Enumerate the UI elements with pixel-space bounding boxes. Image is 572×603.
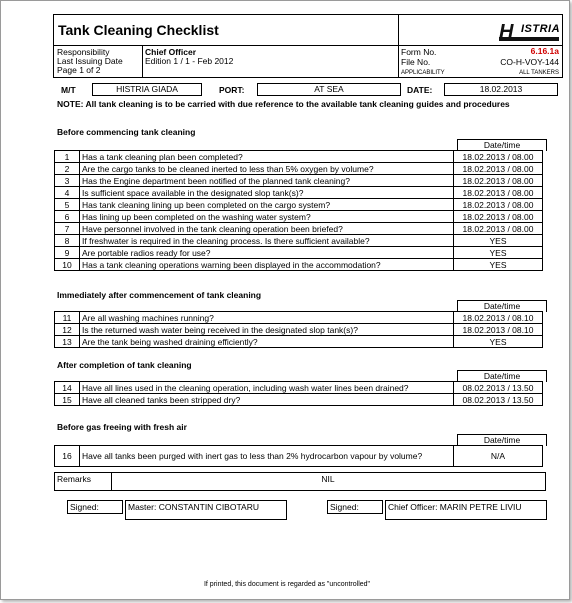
datetime-cell: 08.02.2013 / 13.50: [454, 394, 543, 406]
item-number: 1: [55, 151, 80, 163]
item-number: 8: [55, 235, 80, 247]
checklist-question: Has lining up been completed on the washing water system?: [80, 211, 454, 223]
table-row: [55, 163, 543, 175]
table-row: [55, 394, 543, 406]
file-no-label: File No.: [401, 57, 431, 67]
datetime-cell: 18.02.2013 / 08.00: [454, 163, 543, 175]
table-row: [55, 336, 543, 348]
table-row: [55, 446, 543, 467]
datetime-cell: N/A: [454, 446, 543, 467]
table-row: [55, 324, 543, 336]
table-row: [55, 382, 543, 394]
chief-officer-signature-field: Chief Officer: MARIN PETRE LIVIU: [385, 500, 547, 520]
checklist-question: Has a tank cleaning operations warning been displayed in the accommodation?: [80, 259, 454, 271]
table-row: [55, 187, 543, 199]
table-row: [55, 312, 543, 324]
vessel-name-field: HISTRIA GIADA: [92, 83, 202, 96]
item-number: 14: [55, 382, 80, 394]
file-no-value: CO-H-VOY-144: [500, 57, 559, 67]
checklist-question: Are the cargo tanks to be cleaned inerted to less than 5% oxygen by volume?: [80, 163, 454, 175]
datetime-cell: 18.02.2013 / 08.00: [454, 187, 543, 199]
mt-label: M/T: [61, 85, 76, 95]
datetime-cell: 18.02.2013 / 08.00: [454, 199, 543, 211]
item-number: 5: [55, 199, 80, 211]
footer-note: If printed, this document is regarded as "uncontrolled": [203, 581, 371, 588]
responsibility-value: Chief Officer: [145, 47, 197, 57]
checklist-table: [54, 445, 543, 467]
date-label: DATE:: [407, 85, 433, 95]
table-row: [55, 151, 543, 163]
section-title: Before commencing tank cleaning: [57, 127, 196, 137]
master-signature-field: Master: CONSTANTIN CIBOTARU: [125, 500, 287, 520]
checklist-question: Has tank cleaning lining up been completed on the cargo system?: [80, 199, 454, 211]
datetime-cell: 18.02.2013 / 08.00: [454, 175, 543, 187]
page-number: Page 1 of 2: [57, 65, 101, 75]
note-text: NOTE: All tank cleaning is to be carried with due reference to the available tank cleaning guides and procedures: [57, 99, 510, 109]
remarks-box: [54, 472, 546, 491]
checklist-question: Are all washing machines running?: [80, 312, 454, 324]
checklist-table: [54, 381, 543, 406]
applicability-value: ALL TANKERS: [519, 70, 559, 76]
datetime-cell: YES: [454, 247, 543, 259]
date-field: 18.02.2013: [444, 83, 558, 96]
item-number: 6: [55, 211, 80, 223]
histria-logo: H ISTRIA: [499, 21, 561, 43]
item-number: 11: [55, 312, 80, 324]
checklist-question: If freshwater is required in the cleaning process. Is there sufficient available?: [80, 235, 454, 247]
responsibility-label: Responsibility: [57, 47, 110, 57]
datetime-cell: YES: [454, 336, 543, 348]
datetime-cell: 18.02.2013 / 08.10: [454, 324, 543, 336]
datetime-cell: YES: [454, 259, 543, 271]
datetime-cell: 18.02.2013 / 08.00: [454, 211, 543, 223]
checklist-question: Has the Engine department been notified of the planned tank cleaning?: [80, 175, 454, 187]
item-number: 16: [55, 446, 80, 467]
datetime-header: Date/time: [457, 300, 547, 312]
table-row: [55, 223, 543, 235]
section-title: After completion of tank cleaning: [57, 360, 192, 370]
checklist-question: Have all lines used in the cleaning operation, including wash water lines been drained?: [80, 382, 454, 394]
form-no-label: Form No.: [401, 47, 437, 57]
datetime-header: Date/time: [457, 434, 547, 446]
table-row: [55, 211, 543, 223]
section-title: Immediately after commencement of tank cleaning: [57, 290, 262, 300]
port-field: AT SEA: [257, 83, 401, 96]
form-no-value: 6.16.1a: [530, 46, 559, 56]
applicability-label: APPLICABILITY: [401, 70, 445, 76]
datetime-cell: YES: [454, 235, 543, 247]
form-header: [53, 14, 563, 78]
datetime-cell: 18.02.2013 / 08.00: [454, 223, 543, 235]
last-issuing-label: Last Issuing Date: [57, 56, 123, 66]
datetime-header: Date/time: [457, 139, 547, 151]
datetime-cell: 18.02.2013 / 08.10: [454, 312, 543, 324]
remarks-value: NIL: [321, 474, 335, 484]
table-row: [55, 235, 543, 247]
table-row: [55, 199, 543, 211]
edition-text: Edition 1 / 1 - Feb 2012: [145, 56, 234, 66]
remarks-label: Remarks: [57, 474, 92, 484]
checklist-table: [54, 311, 543, 348]
section-title: Before gas freeing with fresh air: [57, 422, 187, 432]
item-number: 12: [55, 324, 80, 336]
table-row: [55, 175, 543, 187]
checklist-question: Is sufficient space available in the designated slop tank(s)?: [80, 187, 454, 199]
table-row: [55, 259, 543, 271]
port-label: PORT:: [219, 85, 245, 95]
datetime-cell: 08.02.2013 / 13.50: [454, 382, 543, 394]
checklist-question: Have personnel involved in the tank cleaning operation been briefed?: [80, 223, 454, 235]
datetime-cell: 18.02.2013 / 08.00: [454, 151, 543, 163]
item-number: 13: [55, 336, 80, 348]
checklist-question: Are the tank being washed draining efficiently?: [80, 336, 454, 348]
signed-label: Signed:: [327, 500, 383, 514]
checklist-question: Have all tanks been purged with inert gas to less than 2% hydrocarbon vapour by volume?: [80, 446, 454, 467]
signed-label: Signed:: [67, 500, 123, 514]
datetime-header: Date/time: [457, 370, 547, 382]
checklist-question: Have all cleaned tanks been stripped dry?: [80, 394, 454, 406]
table-row: [55, 247, 543, 259]
checklist-question: Has a tank cleaning plan been completed?: [80, 151, 454, 163]
item-number: 9: [55, 247, 80, 259]
item-number: 4: [55, 187, 80, 199]
page-title: Tank Cleaning Checklist: [58, 22, 219, 38]
item-number: 7: [55, 223, 80, 235]
item-number: 10: [55, 259, 80, 271]
checklist-question: Are portable radios ready for use?: [80, 247, 454, 259]
checklist-table: [54, 150, 543, 271]
item-number: 2: [55, 163, 80, 175]
item-number: 3: [55, 175, 80, 187]
item-number: 15: [55, 394, 80, 406]
checklist-question: Is the returned wash water being received in the designated slop tank(s)?: [80, 324, 454, 336]
